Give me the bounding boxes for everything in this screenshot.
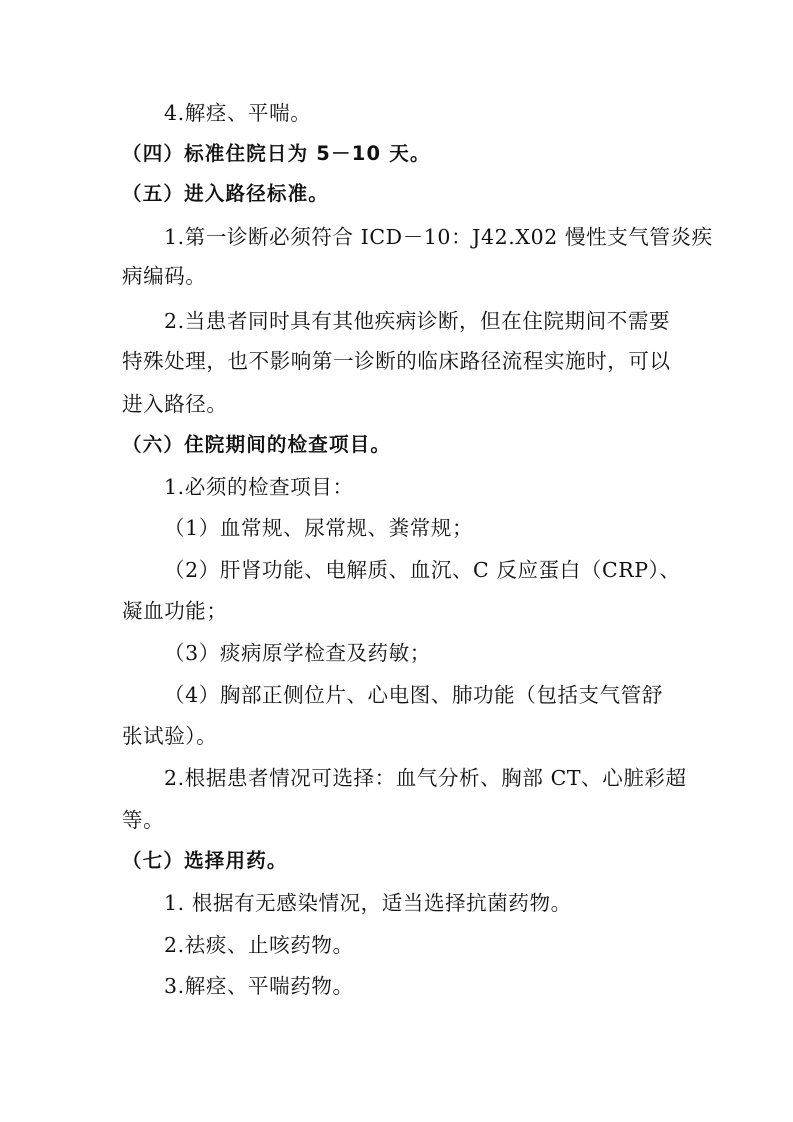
text-line: （1）血常规、尿常规、粪常规； (164, 516, 474, 540)
text-line: 特殊处理，也不影响第一诊断的临床路径流程实施时，可以 (122, 349, 671, 373)
text-line: 2.当患者同时具有其他疾病诊断，但在住院期间不需要 (164, 309, 671, 333)
text-line: 2.祛痰、止咳药物。 (164, 933, 354, 957)
section-heading-five: （五）进入路径标准。 (122, 182, 330, 205)
text-line: （4）胸部正侧位片、心电图、肺功能（包括支气管舒 (164, 683, 663, 707)
text-line: 进入路径。 (122, 392, 228, 416)
section-heading-six: （六）住院期间的检查项目。 (122, 433, 392, 456)
text-line: （3）痰病原学检查及药敏； (164, 641, 431, 665)
text-line: 1.第一诊断必须符合 ICD－10：J42.X02 慢性支气管炎疾 (164, 225, 713, 249)
text-line: 等。 (122, 808, 165, 832)
text-line: 张试验）。 (122, 724, 218, 748)
text-line: 1. 根据有无感染情况，适当选择抗菌药物。 (164, 891, 572, 915)
text-line: 3.解痉、平喘药物。 (164, 974, 354, 998)
section-heading-seven: （七）选择用药。 (122, 849, 288, 872)
text-line: 凝血功能； (122, 599, 228, 623)
text-line: 病编码。 (122, 264, 207, 288)
text-line: 1.必须的检查项目： (164, 475, 354, 499)
section-heading-four: （四）标准住院日为 5－10 天。 (122, 142, 431, 165)
text-line: 2.根据患者情况可选择：血气分析、胸部 CT、心脏彩超 (164, 766, 687, 790)
text-line: 4.解痉、平喘。 (164, 101, 312, 125)
text-line: （2）肝肾功能、电解质、血沉、C 反应蛋白（CRP）、 (164, 558, 681, 582)
